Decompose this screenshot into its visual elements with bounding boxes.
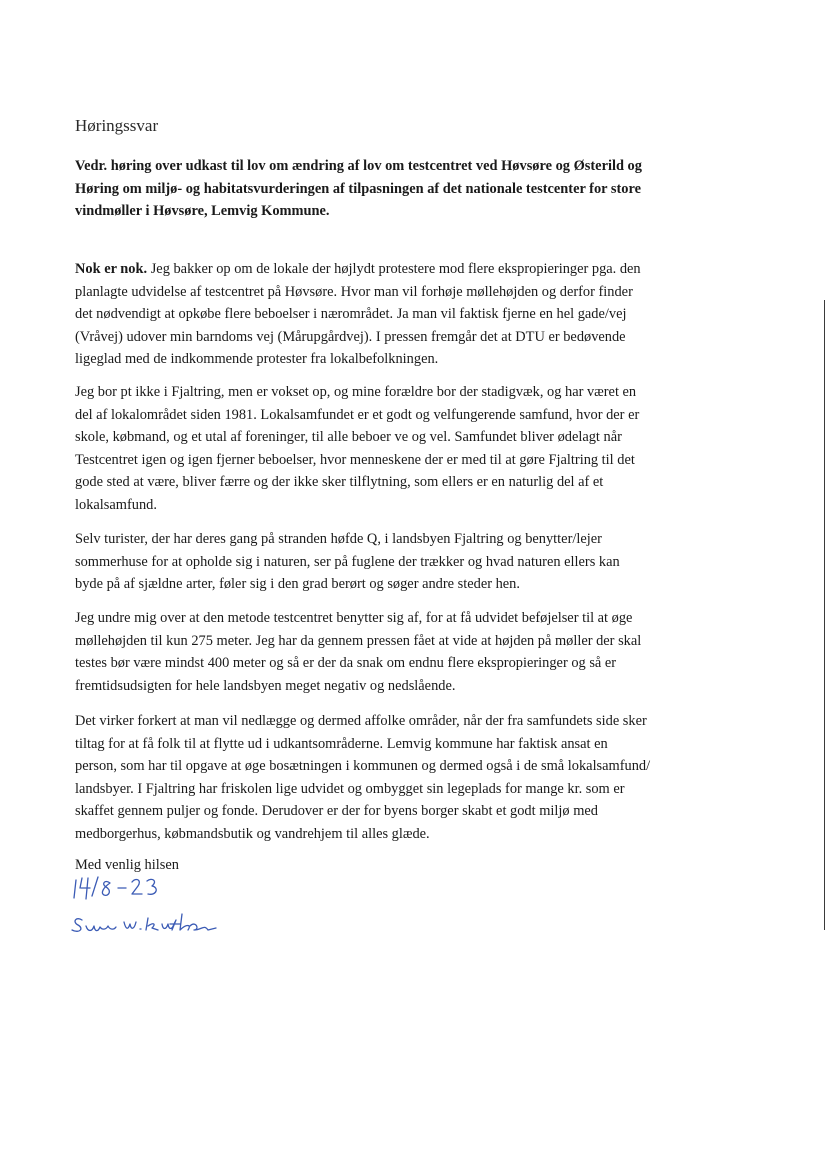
paragraph-line: testes bør være mindst 400 meter og så er der da snak om endnu flere ekspropieringer og så er bbox=[75, 655, 617, 671]
date-stroke bbox=[132, 879, 142, 894]
paragraph-line: lokalsamfund. bbox=[75, 496, 157, 513]
paragraph-line: byde på af sjældne arter, føler sig i den grad berørt og søger andre steder hen. bbox=[75, 576, 520, 592]
paragraph-line: tiltag for at få folk til at flytte ud i udkantsområderne. Lemvig kommune har faktisk ansat en bbox=[75, 735, 608, 752]
signature-stroke bbox=[162, 920, 180, 930]
paragraph-line bbox=[75, 258, 755, 281]
signature-stroke bbox=[180, 914, 216, 930]
signature-stroke bbox=[146, 918, 158, 930]
paragraph-line: Jeg bor pt ikke i Fjaltring, men er vokset op, og mine forældre bor der stadigvæk, og har været en bbox=[75, 384, 637, 400]
signature-stroke bbox=[86, 926, 116, 931]
paragraph-line: Jeg undre mig over at den metode testcentret benytter sig af, for at få udvidet beføjelser til at øge bbox=[75, 610, 633, 626]
paragraph-line: (Vråvej) udover min barndoms vej (Mårupgårdvej). I pressen fremgår det at DTU er bedøvende bbox=[75, 328, 626, 345]
closing-salutation: Med venlig hilsen bbox=[75, 857, 179, 873]
subject-line: vindmøller i Høvsøre, Lemvig Kommune. bbox=[75, 203, 330, 219]
paragraph-line: person, som har til opgave at øge bosætningen i kommunen og dermed også i de små lokalsamfund/ bbox=[75, 758, 651, 774]
paragraph-line: Testcentret igen og igen fjerner beboelser, hvor menneskene der er med til at gøre Fjaltring til det bbox=[75, 451, 635, 468]
page-edge-line bbox=[824, 300, 825, 930]
date-stroke bbox=[92, 877, 98, 896]
date-stroke bbox=[74, 880, 76, 898]
paragraph-line: medborgerhus, købmandsbutik og vandrehjem til alles glæde. bbox=[75, 825, 430, 842]
paragraph-line: gode sted at være, bliver færre og der ikke sker tilflytning, som ellers er en naturlig del af et bbox=[75, 474, 604, 490]
signature-stroke bbox=[124, 922, 136, 928]
paragraph-1 bbox=[75, 258, 755, 371]
paragraph-line: Selv turister, der har deres gang på stranden høfde Q, i landsbyen Fjaltring og benytter/lejer bbox=[75, 531, 602, 547]
paragraph-2 bbox=[75, 381, 755, 516]
paragraph-line: landsbyer. I Fjaltring har friskolen lige udvidet og ombygget sin legeplads for mange kr. som er bbox=[75, 780, 625, 797]
paragraph-line: skole, købmand, og et utal af foreninger, til alle beboer ve og vel. Samfundet bliver ødelagt når bbox=[75, 429, 622, 445]
signature-stroke bbox=[72, 919, 82, 932]
subject-line: Høring om miljø- og habitatsvurderingen af tilpasningen af det nationale testcenter for store bbox=[75, 180, 641, 197]
paragraph-lead: Nok er nok. bbox=[75, 261, 148, 277]
paragraph-line: fremtidsudsigten for hele landsbyen meget negativ og nedslående. bbox=[75, 677, 456, 694]
handwritten-signature bbox=[68, 872, 258, 942]
date-stroke bbox=[80, 878, 90, 899]
paragraph-line-text: Jeg bakker op om de lokale der højlydt protestere mod flere ekspropieringer pga. den bbox=[147, 261, 641, 277]
paragraph-3 bbox=[75, 528, 755, 596]
paragraph-line: Det virker forkert at man vil nedlægge og dermed affolke områder, når der fra samfundets side sker bbox=[75, 713, 647, 729]
paragraph-line: møllehøjden til kun 275 meter. Jeg har da gennem pressen fået at vide at højden på møller der skal bbox=[75, 632, 642, 649]
subject-line: Vedr. høring over udkast til lov om ændring af lov om testcentret ved Høvsøre og Østerild og bbox=[75, 158, 642, 174]
paragraph-line: skaffet gennem puljer og fonde. Derudover er der for byens borger skabt et godt miljø med bbox=[75, 803, 598, 819]
paragraph-line: ligeglad med de indkommende protester fra lokalbefolkningen. bbox=[75, 351, 439, 367]
paragraph-line: del af lokalområdet siden 1981. Lokalsamfundet er et godt og velfungerende samfund, hvor der er bbox=[75, 406, 640, 423]
page-title: Høringssvar bbox=[75, 116, 159, 135]
paragraph-5 bbox=[75, 710, 755, 845]
date-stroke bbox=[147, 879, 156, 894]
paragraph-line: det nødvendigt at opkøbe flere beboelser i nærområdet. Ja man vil faktisk fjerne en hel gade/vej bbox=[75, 306, 627, 322]
paragraph-line: planlagte udvidelse af testcentret på Høvsøre. Hvor man vil forhøje møllehøjden og derfor finder bbox=[75, 283, 633, 300]
subject-heading bbox=[75, 155, 755, 223]
date-stroke bbox=[102, 882, 110, 896]
paragraph-4 bbox=[75, 607, 755, 697]
paragraph-line: sommerhuse for at opholde sig i naturen, ser på fuglene der trækker og hvad naturen ellers kan bbox=[75, 553, 620, 570]
